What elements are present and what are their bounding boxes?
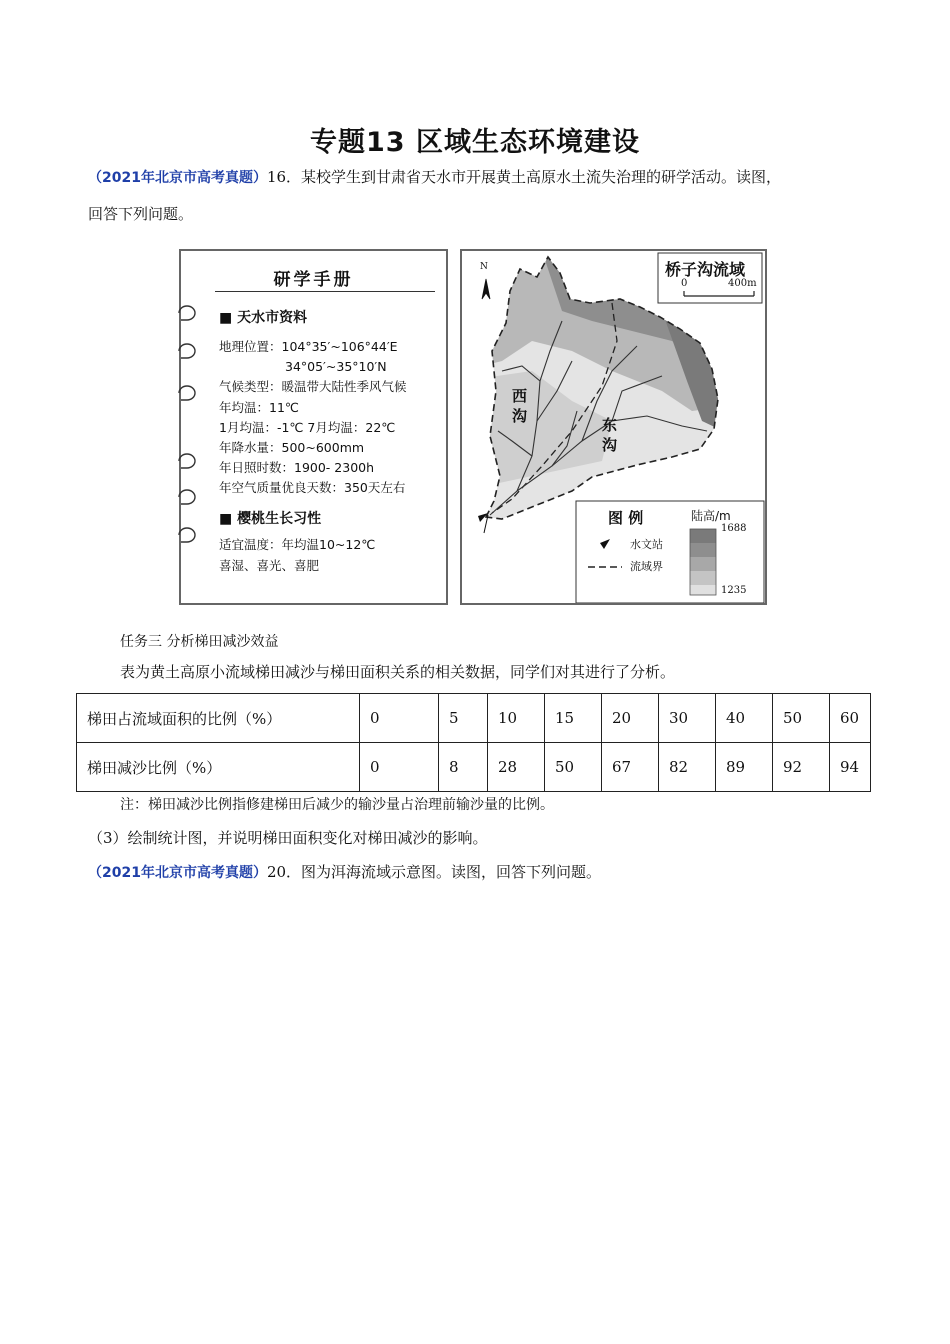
table-cell: 82 <box>659 743 716 792</box>
handbook-line: 适宜温度：年均温10~12℃ <box>219 537 376 552</box>
west-label-char: 西 <box>512 387 528 405</box>
question-16-line2: 回答下列问题。 <box>88 205 194 223</box>
table-cell: 67 <box>602 743 659 792</box>
question-16-line1 <box>88 167 878 188</box>
legend-boundary-label: 流域界 <box>630 560 663 573</box>
question-source: （2021年北京市高考真题） <box>88 865 267 881</box>
handbook-line: 气候类型：暖温带大陆性季风气候 <box>219 379 407 394</box>
east-label-char: 东 <box>602 416 618 434</box>
table-cell: 0 <box>360 694 439 743</box>
question-3: （3）绘制统计图，并说明梯田面积变化对梯田减沙的影响。 <box>88 829 488 847</box>
table-cell: 8 <box>439 743 488 792</box>
question-source: （2021年北京市高考真题） <box>88 170 267 186</box>
watershed-map <box>460 249 767 605</box>
legend-title: 图 例 <box>608 509 644 527</box>
section-cherry: ■ 樱桃生长习性 <box>219 511 322 527</box>
table-cell: 40 <box>716 694 773 743</box>
table-row <box>77 743 871 792</box>
handbook-line: 34°05′~35°10′N <box>285 359 387 374</box>
table-intro: 表为黄土高原小流域梯田减沙与梯田面积关系的相关数据，同学们对其进行了分析。 <box>120 663 676 681</box>
page-title: 专题13 区域生态环境建设 <box>310 127 640 158</box>
question-text: 20．图为洱海流域示意图。读图，回答下列问题。 <box>266 863 602 881</box>
binder-rings-icon <box>175 301 205 601</box>
handbook-title: 研学手册 <box>273 270 354 290</box>
row-label: 梯田占流域面积的比例（%） <box>77 694 360 743</box>
research-handbook <box>179 249 448 605</box>
map-title: 桥子沟流域 <box>665 260 746 279</box>
table-cell: 0 <box>360 743 439 792</box>
table-note: 注：梯田减沙比例指修建梯田后减少的输沙量占治理前输沙量的比例。 <box>120 797 554 813</box>
section-tianshui: ■ 天水市资料 <box>219 310 308 326</box>
table-row <box>77 694 871 743</box>
scale-start: 0 <box>681 278 688 289</box>
handbook-line: 1月均温：-1℃ 7月均温：22℃ <box>219 420 396 435</box>
table-cell: 89 <box>716 743 773 792</box>
question-text: 16．某校学生到甘肃省天水市开展黄土高原水土流失治理的研学活动。读图， <box>266 168 782 186</box>
table-cell: 30 <box>659 694 716 743</box>
west-label-char: 沟 <box>512 407 528 425</box>
handbook-line: 年日照时数：1900- 2300h <box>219 460 375 475</box>
handbook-line: 年空气质量优良天数：350天左右 <box>219 480 406 495</box>
row-label: 梯田减沙比例（%） <box>77 743 360 792</box>
north-arrow-icon <box>482 279 490 299</box>
handbook-line: 年降水量：500~600mm <box>219 440 365 455</box>
task-three-heading: 任务三 分析梯田减沙效益 <box>120 634 279 650</box>
table-cell: 20 <box>602 694 659 743</box>
table-cell: 15 <box>545 694 602 743</box>
table-cell: 50 <box>545 743 602 792</box>
legend-elevation-label: 陆高/m <box>691 509 731 523</box>
table-cell: 10 <box>488 694 545 743</box>
table-cell: 94 <box>830 743 871 792</box>
terrace-data-table <box>76 693 871 792</box>
handbook-line: 地理位置：104°35′~106°44′E <box>219 339 398 354</box>
handbook-line: 喜湿、喜光、喜肥 <box>219 558 320 573</box>
handbook-line: 年均温：11℃ <box>219 400 299 415</box>
legend-station-label: 水文站 <box>630 538 663 551</box>
east-label-char: 沟 <box>602 436 618 454</box>
elevation-min: 1235 <box>721 585 747 596</box>
table-cell: 60 <box>830 694 871 743</box>
table-cell: 5 <box>439 694 488 743</box>
east-gully-label <box>602 415 617 455</box>
table-cell: 28 <box>488 743 545 792</box>
handbook-title-underline <box>215 291 435 292</box>
table-cell: 50 <box>773 694 830 743</box>
question-20 <box>88 862 601 883</box>
elevation-max: 1688 <box>721 523 747 534</box>
west-gully-label <box>512 386 527 426</box>
scale-end: 400m <box>728 278 757 289</box>
north-label: N <box>480 262 488 272</box>
table-cell: 92 <box>773 743 830 792</box>
